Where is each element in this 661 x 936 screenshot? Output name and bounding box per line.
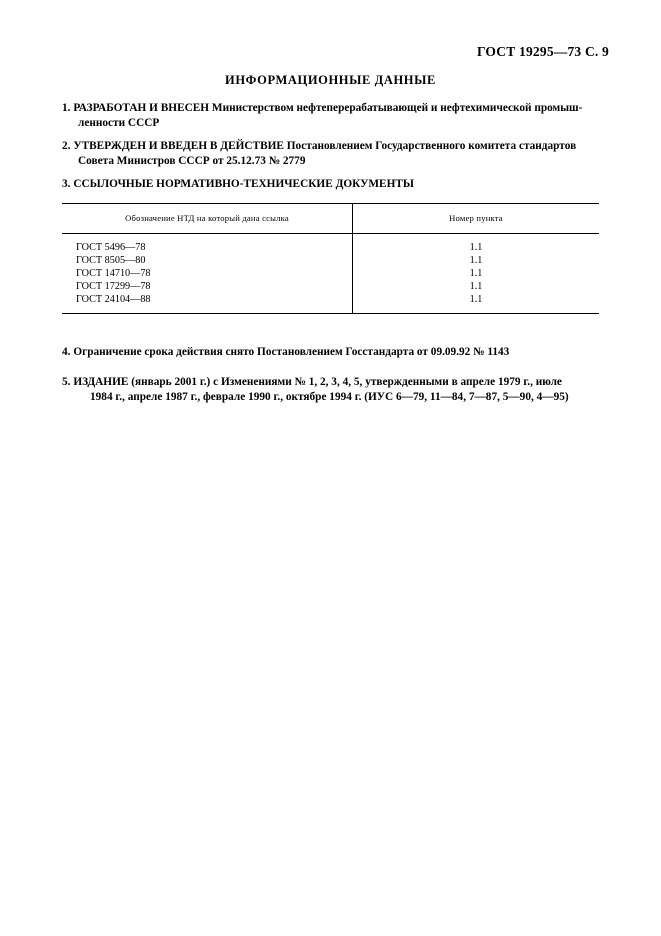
cell-clause: 1.1 (469, 242, 483, 253)
info-item-2-number: 2. (62, 140, 71, 152)
table-row (62, 267, 599, 280)
cell-designation: ГОСТ 17299—78 (62, 280, 353, 293)
info-item-1-line2: ленности СССР (78, 116, 160, 129)
info-item-2 (62, 139, 610, 169)
info-item-3-number: 3. (62, 178, 71, 190)
info-item-4-line1: Ограничение срока действия снято Постановлением Госстандарта от 09.09.92 № 1143 (73, 346, 510, 358)
cell-clause: 1.1 (469, 281, 483, 293)
info-item-3-line1: ССЫЛОЧНЫЕ НОРМАТИВНО-ТЕХНИЧЕСКИЕ ДОКУМЕНТЫ (73, 178, 415, 190)
table-header-row (62, 204, 599, 234)
table-header-clause: Номер пункта (353, 204, 600, 234)
info-item-4-number: 4. (62, 346, 71, 358)
info-item-1 (62, 101, 610, 131)
table-row (62, 280, 599, 293)
info-item-5-number: 5. (62, 376, 71, 388)
info-item-1-number: 1. (62, 102, 71, 114)
table-row (62, 234, 599, 255)
table-row (62, 293, 599, 314)
cell-clause: 1.1 (469, 268, 483, 280)
info-item-2-line2: Совета Министров СССР от 25.12.73 № 2779 (78, 154, 306, 167)
info-item-5-line2: 1984 г., апреле 1987 г., феврале 1990 г., октябре 1994 г. (ИУС 6—79, 11—84, 7—87, 5—90, 4—95) (90, 390, 569, 403)
info-item-3 (62, 177, 610, 192)
page-header: ГОСТ 19295—73 С. 9 (476, 44, 609, 59)
cell-clause: 1.1 (469, 294, 483, 306)
reference-documents-table (62, 203, 599, 314)
info-item-2-line1: УТВЕРЖДЕН И ВВЕДЕН В ДЕЙСТВИЕ Постановлением Государственного комитета стандартов (73, 140, 577, 152)
info-item-1-line1: РАЗРАБОТАН И ВНЕСЕН Министерством нефтеперерабатывающей и нефтехимической промыш- (73, 102, 583, 114)
cell-designation: ГОСТ 8505—80 (62, 254, 353, 267)
info-item-5 (62, 375, 610, 405)
cell-designation: ГОСТ 14710—78 (62, 267, 353, 280)
info-item-5-line1: ИЗДАНИЕ (январь 2001 г.) с Изменениями № 1, 2, 3, 4, 5, утвержденными в апреле 1979 г., июле (73, 376, 562, 388)
cell-designation: ГОСТ 5496—78 (62, 234, 353, 255)
table-row (62, 254, 599, 267)
info-item-4 (62, 345, 610, 360)
page-title: ИНФОРМАЦИОННЫЕ ДАННЫЕ (225, 73, 436, 87)
cell-clause: 1.1 (469, 255, 483, 267)
cell-designation: ГОСТ 24104—88 (62, 293, 353, 314)
table-header-designation: Обозначение НТД на который дана ссылка (62, 204, 353, 234)
